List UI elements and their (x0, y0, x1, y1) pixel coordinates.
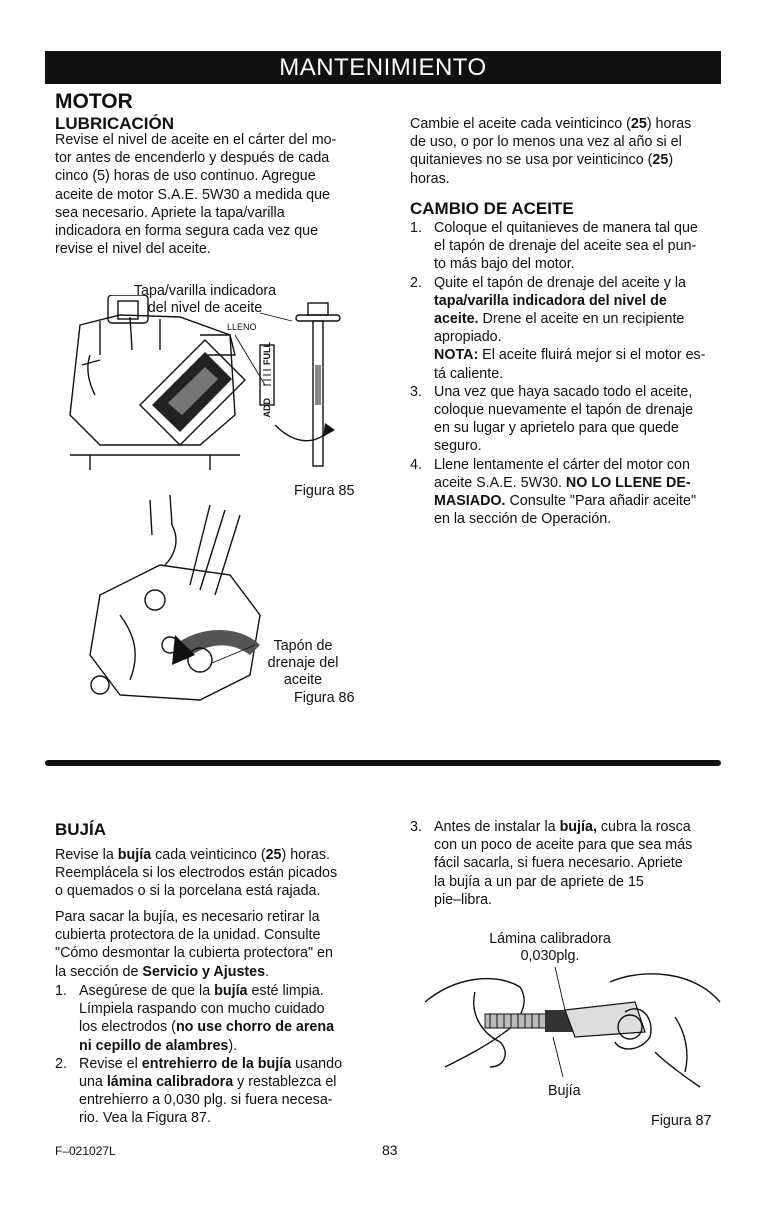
add-label: ADD (262, 398, 272, 418)
fig86-illustration (80, 495, 280, 705)
text-line: la sección de Servicio y Ajustes. (55, 963, 270, 980)
text-line: la bujía a un par de apriete de 15 (434, 873, 644, 890)
leader-line (260, 313, 292, 321)
text-line: de uso, o por lo menos una vez al año si el (410, 134, 682, 151)
text-line: tor antes de encenderlo y después de cada (55, 150, 330, 167)
bolt (91, 676, 109, 694)
text-line: to más bajo del motor. (434, 256, 575, 273)
gauge-ticks (263, 370, 271, 385)
text-line: fácil sacarla, si fuera necesario. Apriete (434, 855, 683, 872)
frame-lines (190, 505, 240, 595)
spark-paragraph-1 (55, 846, 385, 901)
fig85-illustration (60, 295, 380, 475)
bolt (145, 590, 165, 610)
fig87-label-line: 0,030plg. (520, 948, 580, 964)
text-line: Asegúrese de que la bujía esté limpia. (79, 983, 324, 999)
step-number: 2. (55, 1055, 67, 1072)
text-line: aceite de motor S.A.E. 5W30 a medida que (55, 186, 330, 203)
leader-line (212, 645, 255, 663)
text-line: Revise el nivel de aceite en el cárter del mo- (55, 132, 337, 148)
full-label: FULL (262, 342, 272, 365)
fig86-label (263, 638, 343, 689)
engine-detail (150, 495, 176, 565)
lubrication-heading: LUBRICACIÓN (55, 114, 174, 133)
insert-arrow (275, 425, 330, 441)
hand-right (610, 974, 720, 1049)
list-item (410, 219, 750, 274)
text-line: el tapón de drenaje del aceite sea el pun- (434, 238, 697, 255)
text-line: ni cepillo de alambres). (79, 1037, 238, 1054)
text-line: Límpiela raspando con mucho cuidado (79, 1001, 325, 1018)
fig87-label-line: Lámina calibradora (489, 931, 611, 947)
text-line: entrehierro a 0,030 plg. si fuera necesa- (79, 1092, 333, 1109)
text-line: en su lugar y aprietelo para que quede (434, 420, 679, 437)
step-number: 3. (410, 819, 422, 835)
step-number: 1. (55, 983, 67, 999)
step-number: 2. (410, 274, 422, 291)
finger-left (474, 992, 505, 1067)
engine-detail (120, 615, 135, 680)
fig85-label-line: del nivel de aceite (147, 300, 263, 316)
text-line: o quemados o si la porcelana está rajada. (55, 883, 321, 900)
section-banner: MANTENIMIENTO (45, 51, 721, 84)
text-line: cubierta protectora de la unidad. Consulte (55, 927, 321, 944)
bujia-label: Bujía (548, 1083, 581, 1099)
text-line: cinco (5) horas de uso continuo. Agregue (55, 168, 316, 185)
feeler-gauge (565, 1002, 645, 1037)
leader-line (555, 967, 565, 1010)
step-number: 1. (410, 220, 422, 236)
text-line: aceite. Drene el aceite en un recipiente (434, 311, 685, 328)
fig87-illustration (415, 962, 730, 1092)
text-line: Para sacar la bujía, es necesario retirar la (55, 909, 320, 925)
text-line: NOTA: El aceite fluirá mejor si el motor es- (434, 347, 706, 364)
engine-detail (82, 355, 100, 395)
oil-change-steps (410, 219, 750, 528)
fig85-label-line: Tapa/varilla indicadora (133, 283, 277, 299)
oil-change-heading: CAMBIO DE ACEITE (410, 199, 574, 218)
fig85-caption: Figura 85 (294, 483, 355, 499)
text-line: tá caliente. (434, 365, 504, 382)
dipstick-cap-base (296, 315, 340, 321)
fig86-label-line: drenaje del (267, 655, 339, 671)
text-line: en la sección de Operación. (434, 511, 612, 528)
text-line: con un poco de aceite para que sea más (434, 837, 693, 854)
leader-line (553, 1037, 563, 1077)
text-line: MASIADO. Consulte "Para añadir aceite" (434, 493, 697, 510)
drain-plug (188, 648, 212, 672)
page-number: 83 (382, 1142, 398, 1158)
text-line: Antes de instalar la bujía, cubra la rosca (434, 819, 691, 835)
text-line: quitanieves no se usa por veinticinco (25) (410, 152, 674, 169)
list-item (410, 274, 750, 383)
spark-steps (55, 982, 395, 1128)
list-item (55, 1055, 395, 1128)
text-line: sea necesario. Apriete la tapa/varilla (55, 204, 285, 221)
text-line: aceite S.A.E. 5W30. NO LO LLENE DE- (434, 474, 691, 491)
arrow-head (323, 423, 335, 437)
text-line: Cambie el aceite cada veinticinco (25) horas (410, 116, 692, 132)
step-number: 3. (410, 383, 422, 400)
text-line: coloque nuevamente el tapón de drenaje (434, 402, 694, 419)
footer-code: F–021027L (55, 1144, 116, 1158)
dipstick-cap (308, 303, 328, 315)
list-item (410, 456, 750, 529)
text-line: Llene lentamente el cárter del motor con (434, 456, 690, 473)
text-line: indicadora en forma segura cada vez que (55, 223, 319, 240)
finger-right (655, 1017, 700, 1087)
fig86-label-line: Tapón de (273, 638, 333, 654)
text-line: Revise la bujía cada veinticinco (25) horas. (55, 847, 330, 863)
text-line: Coloque el quitanieves de manera tal que (434, 220, 698, 236)
text-line: los electrodos (no use chorro de arena (79, 1019, 335, 1036)
spark-step-3 (410, 818, 750, 909)
dipstick-fill-zone (315, 365, 321, 405)
text-line: revise el nivel del aceite. (55, 241, 211, 258)
text-line: tapa/varilla indicadora del nivel de (434, 292, 667, 309)
oil-fill-cap-inner (118, 301, 138, 319)
section-divider (45, 760, 721, 766)
text-line: seguro. (434, 438, 482, 455)
step-number: 4. (410, 456, 422, 473)
lubrication-paragraph (55, 131, 385, 258)
text-line: "Cómo desmontar la cubierta protectora" en (55, 945, 333, 962)
list-item (410, 383, 750, 456)
motor-heading: MOTOR (55, 90, 133, 113)
engine-base (70, 455, 240, 470)
list-item (410, 818, 750, 909)
lleno-label: LLENO (227, 322, 257, 332)
fig87-label (470, 931, 630, 965)
text-line: apropiado. (434, 329, 502, 346)
text-line: Una vez que haya sacado todo el aceite, (434, 383, 693, 400)
oil-change-intro (410, 115, 740, 188)
text-line: una lámina calibradora y restablezca el (79, 1074, 337, 1091)
list-item (55, 982, 395, 1055)
fig87-caption: Figura 87 (651, 1113, 712, 1129)
text-line: rio. Vea la Figura 87. (79, 1110, 211, 1127)
text-line: horas. (410, 170, 450, 187)
text-line: Quite el tapón de drenaje del aceite y la (434, 274, 686, 291)
text-line: Revise el entrehierro de la bujía usando (79, 1055, 343, 1072)
text-line: pie–libra. (434, 891, 493, 908)
spark-heading: BUJÍA (55, 820, 107, 839)
fig86-caption: Figura 86 (294, 690, 355, 706)
fig86-label-line: aceite (283, 672, 323, 688)
text-line: Reemplácela si los electrodos están picados (55, 865, 338, 882)
spark-paragraph-2 (55, 908, 385, 981)
